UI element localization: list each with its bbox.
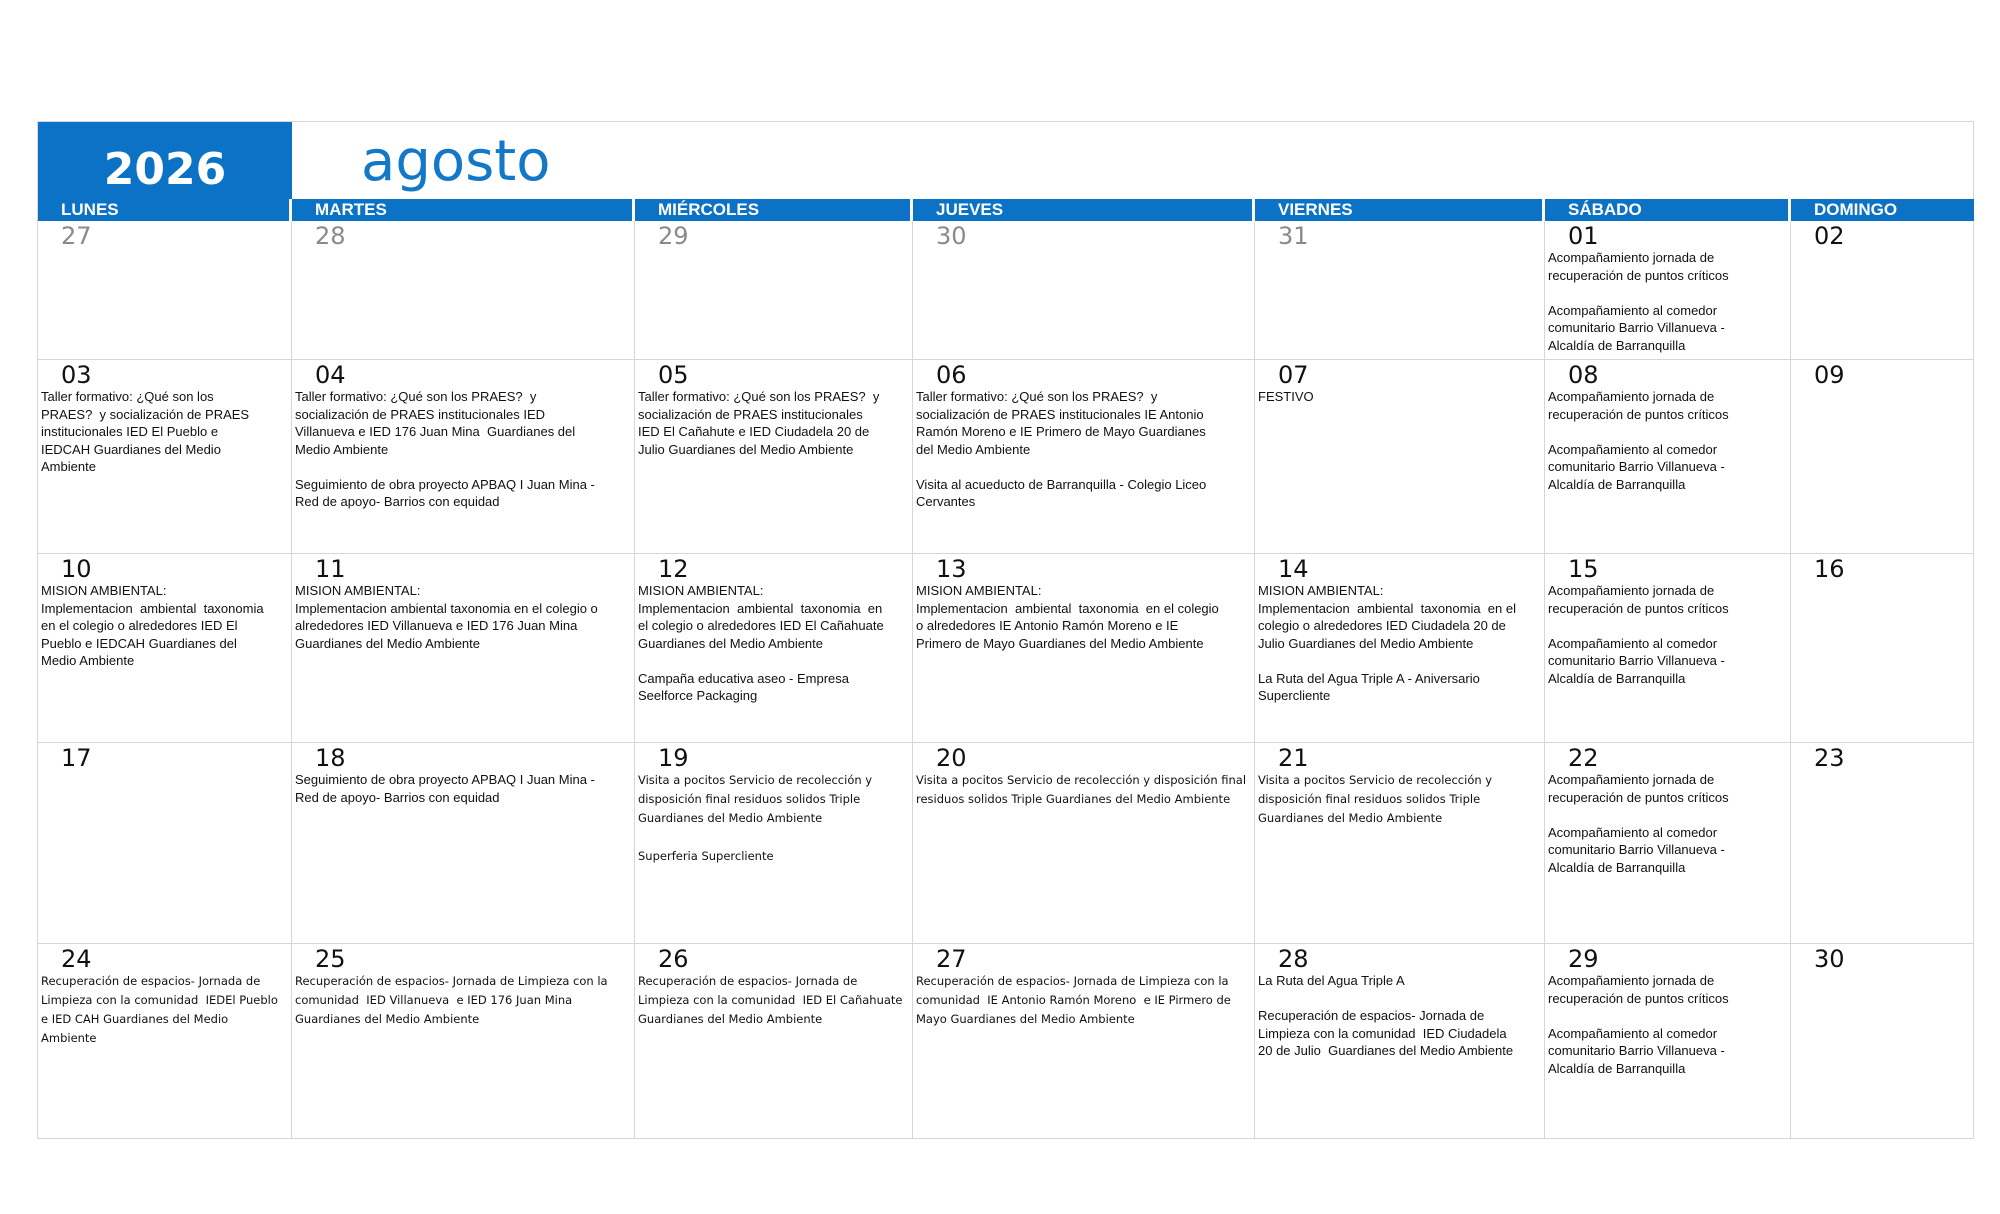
day-number: 13 [936, 555, 967, 583]
day-cell[interactable] [1791, 743, 1974, 944]
day-number: 24 [61, 945, 92, 973]
day-cell[interactable] [913, 554, 1255, 743]
day-events: Acompañamiento jornada de recuperación de puntos críticos Acompañamiento al comedor comunitario Barrio Villanueva - Alcaldía de Barranquilla [1548, 250, 1729, 353]
day-number: 08 [1568, 361, 1599, 389]
day-cell[interactable] [635, 360, 913, 554]
day-cell[interactable] [38, 554, 292, 743]
day-events: MISION AMBIENTAL: Implementacion ambiental taxonomia en el colegio o alrededores IED Villanueva e IED 176 Juan Mina Guardianes del Medio Ambiente [295, 583, 598, 651]
day-number: 14 [1278, 555, 1309, 583]
day-number: 31 [1278, 222, 1309, 250]
day-events: Visita a pocitos Servicio de recolección y disposición final residuos solidos Triple Guardianes del Medio Ambiente [1258, 773, 1493, 825]
day-number: 12 [658, 555, 689, 583]
day-number: 18 [315, 744, 346, 772]
day-number: 23 [1814, 744, 1845, 772]
day-events: Taller formativo: ¿Qué son los PRAES? y socialización de PRAES institucionales IE Antonio Ramón Moreno e IE Primero de Mayo Guardianes del Medio Ambiente Visita al acueducto de Barranquilla - Colegio Liceo Cervantes [916, 389, 1207, 509]
day-number: 29 [658, 222, 689, 250]
day-number: 25 [315, 945, 346, 973]
weekday-header: SÁBADO [1545, 199, 1791, 221]
day-events: Visita a pocitos Servicio de recolección y disposición final residuos solidos Triple Guardianes del Medio Ambiente [916, 773, 1247, 806]
day-cell[interactable] [1791, 221, 1974, 360]
day-number: 27 [61, 222, 92, 250]
day-cell[interactable] [635, 944, 913, 1139]
year-label: 2026 [38, 122, 292, 199]
day-cell[interactable] [1255, 360, 1545, 554]
day-cell[interactable] [1545, 554, 1791, 743]
day-number: 06 [936, 361, 967, 389]
day-cell[interactable] [292, 743, 635, 944]
day-number: 02 [1814, 222, 1845, 250]
day-number: 28 [315, 222, 346, 250]
day-events: MISION AMBIENTAL: Implementacion ambiental taxonomia en el colegio o alrededores IED El Cañahuate Guardianes del Medio Ambiente Campaña educativa aseo - Empresa Seelforce Packaging [638, 583, 884, 703]
day-cell[interactable] [1255, 944, 1545, 1139]
day-number: 03 [61, 361, 92, 389]
day-cell[interactable] [913, 360, 1255, 554]
day-events: Taller formativo: ¿Qué son los PRAES? y socialización de PRAES institucionales IED El Cañahute e IED Ciudadela 20 de Julio Guardianes del Medio Ambiente [638, 389, 880, 457]
day-cell[interactable] [635, 221, 913, 360]
day-cell[interactable] [292, 944, 635, 1139]
day-events: FESTIVO [1258, 389, 1314, 404]
day-cell[interactable] [292, 221, 635, 360]
day-number: 21 [1278, 744, 1309, 772]
day-cell[interactable] [292, 554, 635, 743]
day-cell[interactable] [1545, 743, 1791, 944]
day-cell[interactable] [913, 221, 1255, 360]
day-number: 04 [315, 361, 346, 389]
day-cell[interactable] [913, 743, 1255, 944]
day-number: 10 [61, 555, 92, 583]
day-events: MISION AMBIENTAL: Implementacion ambiental taxonomia en el colegio o alrededores IED Ciudadela 20 de Julio Guardianes del Medio Ambiente La Ruta del Agua Triple A - Aniversario Supercliente [1258, 583, 1516, 703]
day-events: Recuperación de espacios- Jornada de Limpieza con la comunidad IEDEl Pueblo e IED CAH Guardianes del Medio Ambiente [41, 974, 278, 1045]
day-number: 19 [658, 744, 689, 772]
day-number: 01 [1568, 222, 1599, 250]
day-cell[interactable] [292, 360, 635, 554]
day-cell[interactable] [1545, 360, 1791, 554]
day-events: La Ruta del Agua Triple A Recuperación de espacios- Jornada de Limpieza con la comunidad IED Ciudadela 20 de Julio Guardianes del Medio Ambiente [1258, 973, 1514, 1058]
day-events: Recuperación de espacios- Jornada de Limpieza con la comunidad IED Villanueva e IED 176 Juan Mina Guardianes del Medio Ambiente [295, 974, 608, 1026]
day-number: 15 [1568, 555, 1599, 583]
day-number: 27 [936, 945, 967, 973]
day-cell[interactable] [1255, 221, 1545, 360]
day-events: Acompañamiento jornada de recuperación de puntos críticos Acompañamiento al comedor comunitario Barrio Villanueva - Alcaldía de Barranquilla [1548, 389, 1729, 492]
weekday-header-row [38, 199, 1973, 221]
weekday-header: VIERNES [1255, 199, 1545, 221]
weekday-header: DOMINGO [1791, 199, 1974, 221]
day-events: Taller formativo: ¿Qué son los PRAES? y socialización de PRAES institucionales IED Villanueva e IED 176 Juan Mina Guardianes del Medio Ambiente Seguimiento de obra proyecto APBAQ I Juan Mina - Red de apoyo- Barrios con equidad [295, 389, 595, 509]
day-number: 22 [1568, 744, 1599, 772]
day-cell[interactable] [913, 944, 1255, 1139]
day-events: Acompañamiento jornada de recuperación de puntos críticos Acompañamiento al comedor comunitario Barrio Villanueva - Alcaldía de Barranquilla [1548, 772, 1729, 875]
weekday-header: JUEVES [913, 199, 1255, 221]
day-number: 29 [1568, 945, 1599, 973]
day-number: 30 [936, 222, 967, 250]
day-cell[interactable] [1791, 360, 1974, 554]
weekday-header: LUNES [38, 199, 292, 221]
day-number: 30 [1814, 945, 1845, 973]
day-events: Taller formativo: ¿Qué son los PRAES? y socialización de PRAES institucionales IED El Pueblo e IEDCAH Guardianes del Medio Ambiente [41, 389, 250, 474]
calendar [37, 121, 1974, 1139]
day-cell[interactable] [1791, 944, 1974, 1139]
day-events: Acompañamiento jornada de recuperación de puntos críticos Acompañamiento al comedor comunitario Barrio Villanueva - Alcaldía de Barranquilla [1548, 973, 1729, 1076]
day-number: 07 [1278, 361, 1309, 389]
day-cell[interactable] [1545, 944, 1791, 1139]
day-number: 16 [1814, 555, 1845, 583]
month-title: agosto [361, 129, 551, 194]
day-number: 26 [658, 945, 689, 973]
weekday-header: MIÉRCOLES [635, 199, 913, 221]
day-number: 11 [315, 555, 346, 583]
day-number: 17 [61, 744, 92, 772]
day-events: Seguimiento de obra proyecto APBAQ I Juan Mina - Red de apoyo- Barrios con equidad [295, 772, 595, 805]
day-cell[interactable] [635, 554, 913, 743]
day-number: 28 [1278, 945, 1309, 973]
day-cell[interactable] [38, 944, 292, 1139]
day-cell[interactable] [1791, 554, 1974, 743]
day-cell[interactable] [38, 221, 292, 360]
day-cell[interactable] [1545, 221, 1791, 360]
day-cell[interactable] [635, 743, 913, 944]
day-events: MISION AMBIENTAL: Implementacion ambiental taxonomia en el colegio o alrededores IE Antonio Ramón Moreno e IE Primero de Mayo Guardianes del Medio Ambiente [916, 583, 1219, 651]
day-cell[interactable] [38, 743, 292, 944]
day-events: Visita a pocitos Servicio de recolección y disposición final residuos solidos Triple Guardianes del Medio Ambiente Superferia Supercliente [638, 773, 873, 863]
day-number: 20 [936, 744, 967, 772]
day-cell[interactable] [1255, 554, 1545, 743]
weekday-header: MARTES [292, 199, 635, 221]
day-events: Recuperación de espacios- Jornada de Limpieza con la comunidad IED El Cañahuate Guardianes del Medio Ambiente [638, 974, 903, 1026]
day-events: MISION AMBIENTAL: Implementacion ambiental taxonomia en el colegio o alrededores IED El Pueblo e IEDCAH Guardianes del Medio Ambiente [41, 583, 264, 668]
day-number: 09 [1814, 361, 1845, 389]
day-number: 05 [658, 361, 689, 389]
day-cell[interactable] [38, 360, 292, 554]
day-cell[interactable] [1255, 743, 1545, 944]
day-events: Recuperación de espacios- Jornada de Limpieza con la comunidad IE Antonio Ramón Moreno e IE Pirmero de Mayo Guardianes del Medio Ambiente [916, 974, 1231, 1026]
day-events: Acompañamiento jornada de recuperación de puntos críticos Acompañamiento al comedor comunitario Barrio Villanueva - Alcaldía de Barranquilla [1548, 583, 1729, 686]
